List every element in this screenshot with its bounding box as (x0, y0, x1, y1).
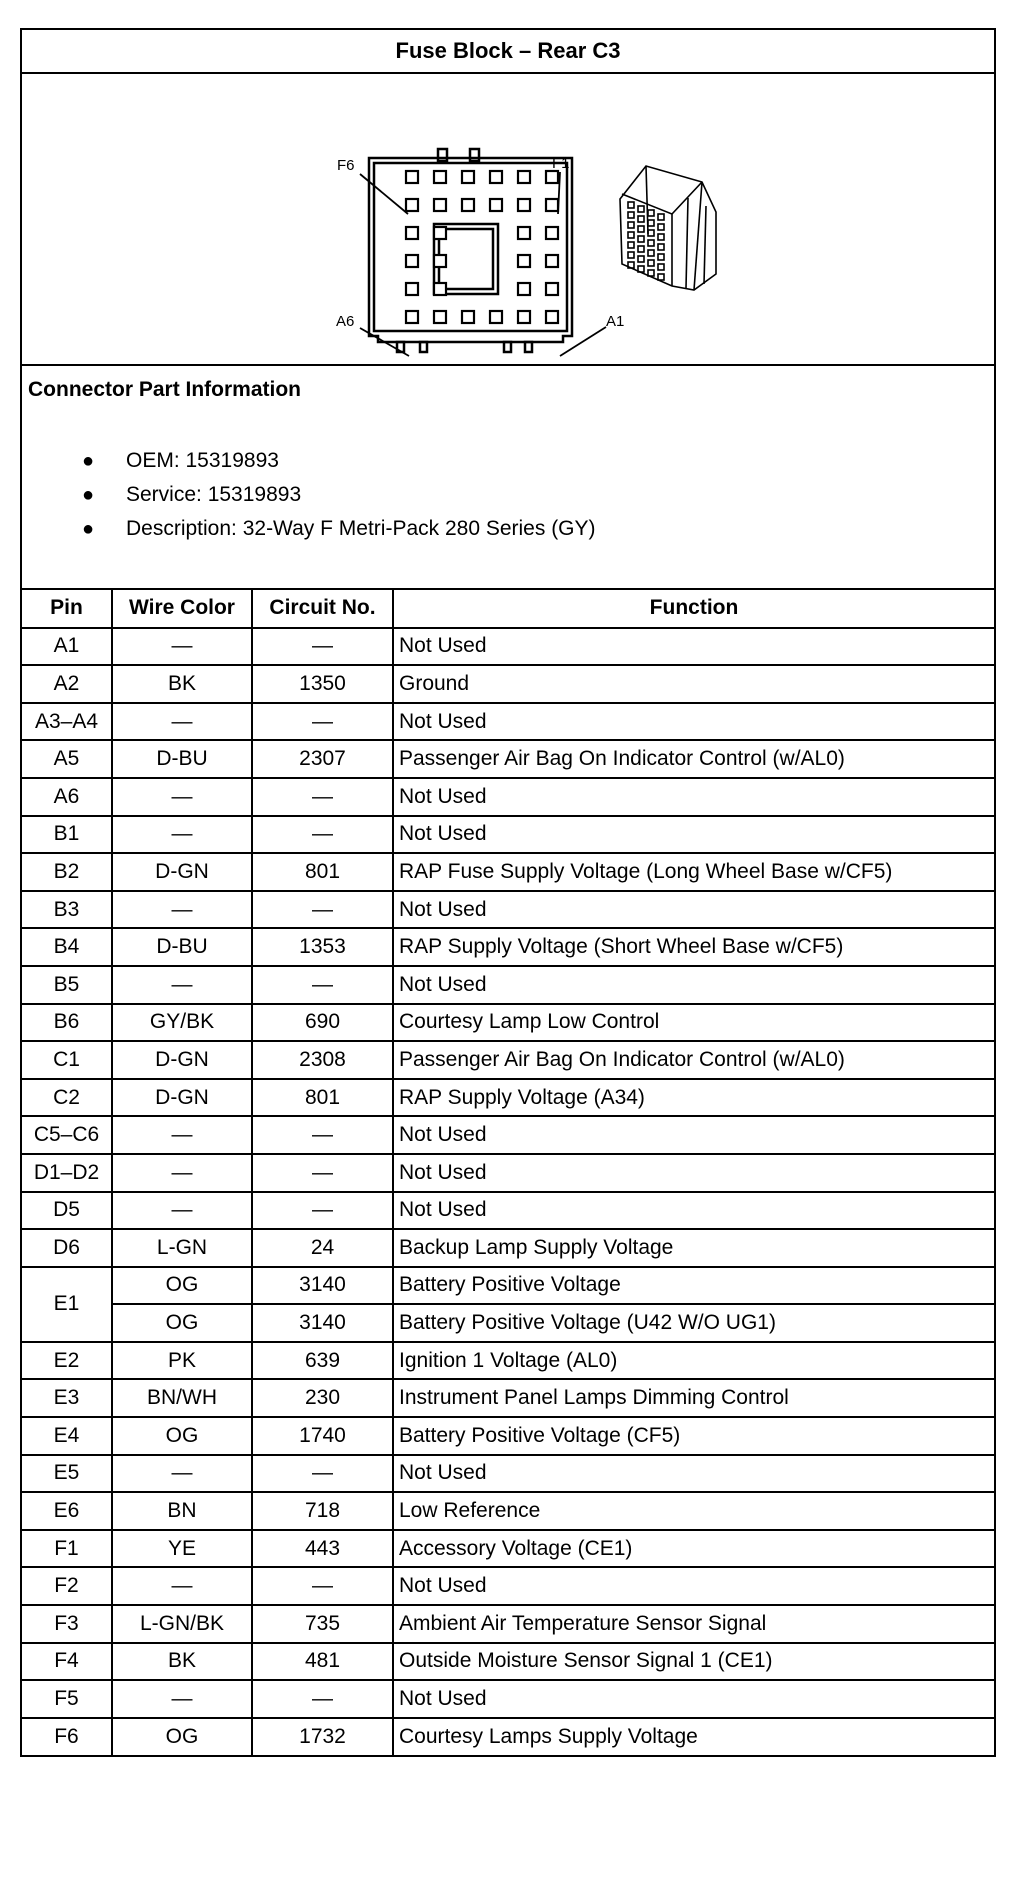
function-cell: Ignition 1 Voltage (AL0) (393, 1342, 994, 1380)
function-cell: RAP Supply Voltage (A34) (393, 1079, 994, 1117)
wire-color-cell: YE (112, 1530, 252, 1568)
pin-cavity (490, 311, 502, 323)
pin-cavity (434, 255, 446, 267)
wire-color-cell: D-GN (112, 853, 252, 891)
pin-cell: D1–D2 (22, 1154, 112, 1192)
iso-pin-cavity (638, 216, 644, 222)
circuit-cell: 1732 (252, 1718, 393, 1756)
function-cell: Not Used (393, 966, 994, 1004)
iso-pin-cavity (628, 242, 634, 248)
page-title: Fuse Block – Rear C3 (22, 30, 994, 74)
header-wire-color: Wire Color (112, 590, 252, 628)
wire-color-cell: D-BU (112, 928, 252, 966)
pin-cavity (434, 311, 446, 323)
pin-cavity (406, 171, 418, 183)
pin-cell: A5 (22, 740, 112, 778)
table-row (22, 778, 994, 816)
pin-cell: E5 (22, 1455, 112, 1493)
circuit-cell: — (252, 816, 393, 854)
pin-cell: C5–C6 (22, 1116, 112, 1154)
table-row (22, 1417, 994, 1455)
wire-color-cell: — (112, 703, 252, 741)
function-cell: Passenger Air Bag On Indicator Control (w/AL0) (393, 740, 994, 778)
circuit-cell: — (252, 1455, 393, 1493)
wire-color-cell: — (112, 1192, 252, 1230)
function-cell: Not Used (393, 1154, 994, 1192)
pin-cell: F1 (22, 1530, 112, 1568)
label-f1: F1 (552, 155, 570, 172)
function-cell: Not Used (393, 703, 994, 741)
label-f6: F6 (337, 157, 355, 174)
pin-cell: B6 (22, 1004, 112, 1042)
pin-cell: A3–A4 (22, 703, 112, 741)
wire-color-cell: L-GN/BK (112, 1605, 252, 1643)
table-row (22, 740, 994, 778)
pin-cell: F2 (22, 1567, 112, 1605)
function-cell: Not Used (393, 1192, 994, 1230)
wire-color-cell: OG (112, 1718, 252, 1756)
iso-pin-cavity (658, 214, 664, 220)
pin-cavity (434, 171, 446, 183)
connector-info-list (82, 444, 596, 546)
pin-cavity (406, 311, 418, 323)
label-a6: A6 (336, 313, 355, 330)
function-cell: Courtesy Lamps Supply Voltage (393, 1718, 994, 1756)
circuit-cell: 639 (252, 1342, 393, 1380)
connector-face-diagram (22, 74, 994, 364)
circuit-cell: — (252, 1680, 393, 1718)
iso-pin-cavity (658, 274, 664, 280)
pin-cell: E6 (22, 1492, 112, 1530)
function-cell: Not Used (393, 1680, 994, 1718)
function-cell: Not Used (393, 1455, 994, 1493)
wire-color-cell: — (112, 891, 252, 929)
table-row (22, 1004, 994, 1042)
wire-color-cell: — (112, 1567, 252, 1605)
wire-color-cell: GY/BK (112, 1004, 252, 1042)
pin-cell: B5 (22, 966, 112, 1004)
wire-color-cell: — (112, 1154, 252, 1192)
function-cell: Passenger Air Bag On Indicator Control (w/AL0) (393, 1041, 994, 1079)
pin-cavity (546, 283, 558, 295)
function-cell: Not Used (393, 816, 994, 854)
pin-cell: A1 (22, 628, 112, 666)
table-row (22, 665, 994, 703)
pin-cell: E2 (22, 1342, 112, 1380)
table-row (22, 1643, 994, 1681)
circuit-cell: 3140 (252, 1267, 393, 1305)
circuit-cell: 2307 (252, 740, 393, 778)
circuit-cell: 230 (252, 1379, 393, 1417)
connector-3d-illustration (620, 166, 716, 290)
wire-color-cell: D-BU (112, 740, 252, 778)
wire-color-cell: BN (112, 1492, 252, 1530)
function-cell: Low Reference (393, 1492, 994, 1530)
header-pin: Pin (22, 590, 112, 628)
iso-pin-cavity (648, 260, 654, 266)
circuit-cell: — (252, 628, 393, 666)
table-row (22, 1267, 994, 1305)
function-cell: Battery Positive Voltage (CF5) (393, 1417, 994, 1455)
pin-cavity (406, 283, 418, 295)
table-row (22, 891, 994, 929)
table-row (22, 966, 994, 1004)
iso-pin-cavity (648, 210, 654, 216)
table-row (22, 1229, 994, 1267)
pin-cavity (462, 171, 474, 183)
info-item-text: OEM: 15319893 (126, 449, 279, 472)
circuit-cell: 801 (252, 1079, 393, 1117)
pin-cell: A6 (22, 778, 112, 816)
connector-diagram (22, 74, 994, 366)
pin-cavity (546, 199, 558, 211)
iso-pin-cavity (658, 234, 664, 240)
function-cell: Not Used (393, 628, 994, 666)
function-cell: RAP Fuse Supply Voltage (Long Wheel Base w/CF5) (393, 853, 994, 891)
pin-cell: F5 (22, 1680, 112, 1718)
wire-color-cell: OG (112, 1304, 252, 1342)
pin-cell: B4 (22, 928, 112, 966)
function-cell: Not Used (393, 778, 994, 816)
circuit-cell: 3140 (252, 1304, 393, 1342)
pin-cavity (546, 255, 558, 267)
info-item-description (82, 512, 596, 546)
pin-cavity (546, 311, 558, 323)
pin-cell: F4 (22, 1643, 112, 1681)
table-row (22, 1605, 994, 1643)
circuit-cell: 1353 (252, 928, 393, 966)
table-row (22, 1192, 994, 1230)
table-row (22, 1492, 994, 1530)
pin-cavity (406, 199, 418, 211)
pin-cell: F3 (22, 1605, 112, 1643)
circuit-cell: — (252, 1154, 393, 1192)
wire-color-cell: — (112, 816, 252, 854)
connector-info-heading: Connector Part Information (28, 378, 302, 401)
iso-pin-cavity (628, 252, 634, 258)
wire-color-cell: OG (112, 1267, 252, 1305)
pin-cavity (462, 311, 474, 323)
circuit-cell: — (252, 966, 393, 1004)
wire-color-cell: PK (112, 1342, 252, 1380)
circuit-cell: — (252, 703, 393, 741)
pin-cavity (518, 255, 530, 267)
circuit-cell: — (252, 778, 393, 816)
circuit-cell: — (252, 1192, 393, 1230)
function-cell: Outside Moisture Sensor Signal 1 (CE1) (393, 1643, 994, 1681)
pin-cell: E4 (22, 1417, 112, 1455)
iso-pin-cavity (658, 264, 664, 270)
pin-cavity (518, 283, 530, 295)
table-row (22, 1680, 994, 1718)
function-cell: Battery Positive Voltage (393, 1267, 994, 1305)
circuit-cell: 443 (252, 1530, 393, 1568)
pin-cell: E1 (22, 1267, 112, 1342)
table-header-row (22, 590, 994, 628)
pin-cell: C1 (22, 1041, 112, 1079)
iso-pin-cavity (638, 206, 644, 212)
iso-pin-cavity (628, 202, 634, 208)
pin-cell: B2 (22, 853, 112, 891)
wire-color-cell: — (112, 1455, 252, 1493)
wire-color-cell: D-GN (112, 1041, 252, 1079)
pinout-table (22, 590, 994, 1755)
wire-color-cell: OG (112, 1417, 252, 1455)
iso-pin-cavity (638, 226, 644, 232)
circuit-cell: 1740 (252, 1417, 393, 1455)
circuit-cell: 2308 (252, 1041, 393, 1079)
function-cell: Ambient Air Temperature Sensor Signal (393, 1605, 994, 1643)
iso-pin-cavity (638, 246, 644, 252)
table-row (22, 1455, 994, 1493)
pin-cell: D5 (22, 1192, 112, 1230)
pin-cavity (406, 255, 418, 267)
circuit-cell: — (252, 1567, 393, 1605)
circuit-cell: 801 (252, 853, 393, 891)
table-row (22, 1041, 994, 1079)
leader-lines (360, 172, 606, 356)
function-cell: Backup Lamp Supply Voltage (393, 1229, 994, 1267)
pin-cavity (546, 227, 558, 239)
function-cell: RAP Supply Voltage (Short Wheel Base w/CF5) (393, 928, 994, 966)
pin-cavity (518, 311, 530, 323)
circuit-cell: 1350 (252, 665, 393, 703)
pin-cavity (490, 171, 502, 183)
header-function: Function (393, 590, 994, 628)
info-item-text: Description: 32-Way F Metri-Pack 280 Series (GY) (126, 517, 596, 540)
pin-cavity (518, 227, 530, 239)
pin-grid (406, 171, 558, 323)
table-row (22, 1718, 994, 1756)
pin-cell: C2 (22, 1079, 112, 1117)
pin-cell: B3 (22, 891, 112, 929)
iso-pin-cavity (658, 254, 664, 260)
pin-cell: B1 (22, 816, 112, 854)
table-row (22, 1342, 994, 1380)
wire-color-cell: — (112, 1680, 252, 1718)
info-item-text: Service: 15319893 (126, 483, 302, 506)
pin-cavity (490, 199, 502, 211)
function-cell: Battery Positive Voltage (U42 W/O UG1) (393, 1304, 994, 1342)
pin-cavity (546, 171, 558, 183)
connector-info-section (22, 366, 994, 590)
wire-color-cell: — (112, 778, 252, 816)
table-row (22, 853, 994, 891)
function-cell: Ground (393, 665, 994, 703)
pin-cavity (434, 227, 446, 239)
circuit-cell: 481 (252, 1643, 393, 1681)
info-item-service (82, 478, 596, 512)
pin-cell: A2 (22, 665, 112, 703)
iso-pin-cavity (628, 232, 634, 238)
pin-cavity (406, 227, 418, 239)
wire-color-cell: L-GN (112, 1229, 252, 1267)
table-row (22, 1154, 994, 1192)
table-row (22, 1530, 994, 1568)
circuit-cell: — (252, 1116, 393, 1154)
iso-pin-cavity (648, 230, 654, 236)
table-row (22, 1379, 994, 1417)
function-cell: Not Used (393, 1116, 994, 1154)
wire-color-cell: BK (112, 1643, 252, 1681)
table-row (22, 816, 994, 854)
bullet-icon: ● (82, 518, 95, 540)
pinout-table-body (22, 628, 994, 1756)
function-cell: Courtesy Lamp Low Control (393, 1004, 994, 1042)
table-row (22, 928, 994, 966)
bullet-icon: ● (82, 450, 95, 472)
table-row (22, 1079, 994, 1117)
wire-color-cell: BK (112, 665, 252, 703)
table-row (22, 1116, 994, 1154)
iso-pin-cavity (658, 224, 664, 230)
table-row (22, 703, 994, 741)
bullet-icon: ● (82, 484, 95, 506)
wire-color-cell: D-GN (112, 1079, 252, 1117)
pin-cell: D6 (22, 1229, 112, 1267)
table-row (22, 628, 994, 666)
wire-color-cell: — (112, 628, 252, 666)
iso-pin-cavity (658, 244, 664, 250)
table-row (22, 1304, 994, 1342)
label-a1: A1 (606, 313, 625, 330)
wire-color-cell: — (112, 1116, 252, 1154)
iso-pin-cavity (628, 222, 634, 228)
function-cell: Not Used (393, 1567, 994, 1605)
pin-cell: F6 (22, 1718, 112, 1756)
table-row (22, 1567, 994, 1605)
circuit-cell: 718 (252, 1492, 393, 1530)
circuit-cell: 690 (252, 1004, 393, 1042)
circuit-cell: 24 (252, 1229, 393, 1267)
info-item-oem (82, 444, 596, 478)
iso-pin-cavity (648, 240, 654, 246)
iso-pin-cavity (628, 212, 634, 218)
pin-cavity (518, 171, 530, 183)
circuit-cell: 735 (252, 1605, 393, 1643)
function-cell: Instrument Panel Lamps Dimming Control (393, 1379, 994, 1417)
iso-pin-cavity (638, 256, 644, 262)
iso-pin-cavity (638, 236, 644, 242)
iso-pin-cavity (648, 250, 654, 256)
pin-cavity (518, 199, 530, 211)
wire-color-cell: BN/WH (112, 1379, 252, 1417)
pin-cavity (434, 199, 446, 211)
connector-sheet (20, 28, 996, 1757)
circuit-cell: — (252, 891, 393, 929)
header-circuit-no: Circuit No. (252, 590, 393, 628)
iso-pin-cavity (648, 220, 654, 226)
function-cell: Accessory Voltage (CE1) (393, 1530, 994, 1568)
function-cell: Not Used (393, 891, 994, 929)
pin-cavity (434, 283, 446, 295)
wire-color-cell: — (112, 966, 252, 1004)
pin-cavity (462, 199, 474, 211)
pin-cell: E3 (22, 1379, 112, 1417)
